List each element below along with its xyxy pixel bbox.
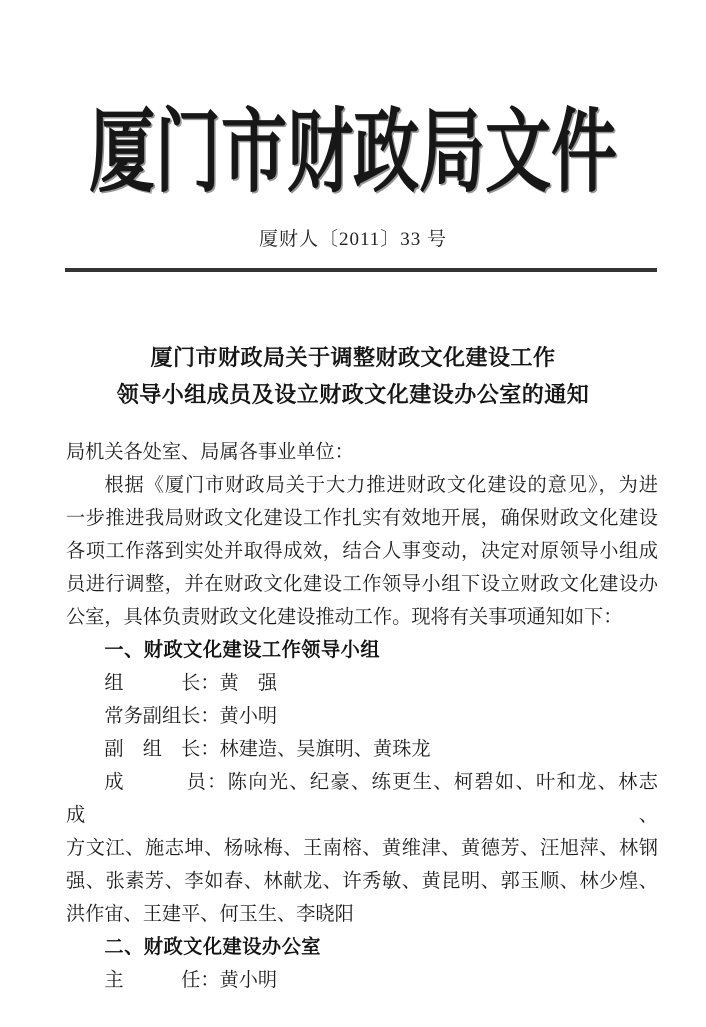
org-title-text: 厦门市财政局文件 xyxy=(89,102,617,204)
members-line: 洪作宙、王建平、何玉生、李晓阳 xyxy=(66,904,354,925)
role-deputy-leaders: 副 组 长：林建造、吴旗明、黄珠龙 xyxy=(104,739,431,760)
role-executive-deputy-leader: 常务副组长：黄小明 xyxy=(104,706,278,727)
header-divider-rule xyxy=(65,268,657,272)
doc-number: 厦财人〔2011〕33 号 xyxy=(258,229,448,250)
members-line: 成 员：陈向光、纪豪、练更生、柯碧如、叶和龙、林志成、 xyxy=(66,772,658,826)
section-2-heading: 二、财政文化建设办公室 xyxy=(104,937,321,958)
salutation: 局机关各处室、局属各事业单位： xyxy=(66,442,354,463)
section-1-heading: 一、财政文化建设工作领导小组 xyxy=(104,640,381,661)
role-group-leader: 组 长：黄 强 xyxy=(104,673,278,694)
members-line: 强、张素芳、李如春、林献龙、许秀敏、黄昆明、郭玉顺、林少煌、 xyxy=(66,871,658,892)
paragraph-line: 员进行调整，并在财政文化建设工作领导小组下设立财政文化建设办 xyxy=(66,574,658,595)
members-line: 方文江、施志坤、杨咏梅、王南榕、黄维津、黄德芳、汪旭萍、林钢 xyxy=(66,838,658,859)
notice-title xyxy=(0,339,706,413)
paragraph-line: 公室，具体负责财政文化建设推动工作。现将有关事项通知如下： xyxy=(66,607,623,628)
org-title xyxy=(0,102,706,204)
paragraph-line: 一步推进我局财政文化建设工作扎实有效地开展，确保财政文化建设 xyxy=(66,508,658,529)
paragraph-line: 各项工作落到实处并取得成效，结合人事变动，决定对原领导小组成 xyxy=(66,541,658,562)
role-office-director: 主 任：黄小明 xyxy=(104,970,278,991)
notice-title-line: 厦门市财政局关于调整财政文化建设工作 xyxy=(150,345,556,370)
notice-title-line: 领导小组成员及设立财政文化建设办公室的通知 xyxy=(116,382,590,407)
paragraph-line: 根据《厦门市财政局关于大力推进财政文化建设的意见》，为进 xyxy=(104,475,658,496)
document-body xyxy=(66,436,658,997)
